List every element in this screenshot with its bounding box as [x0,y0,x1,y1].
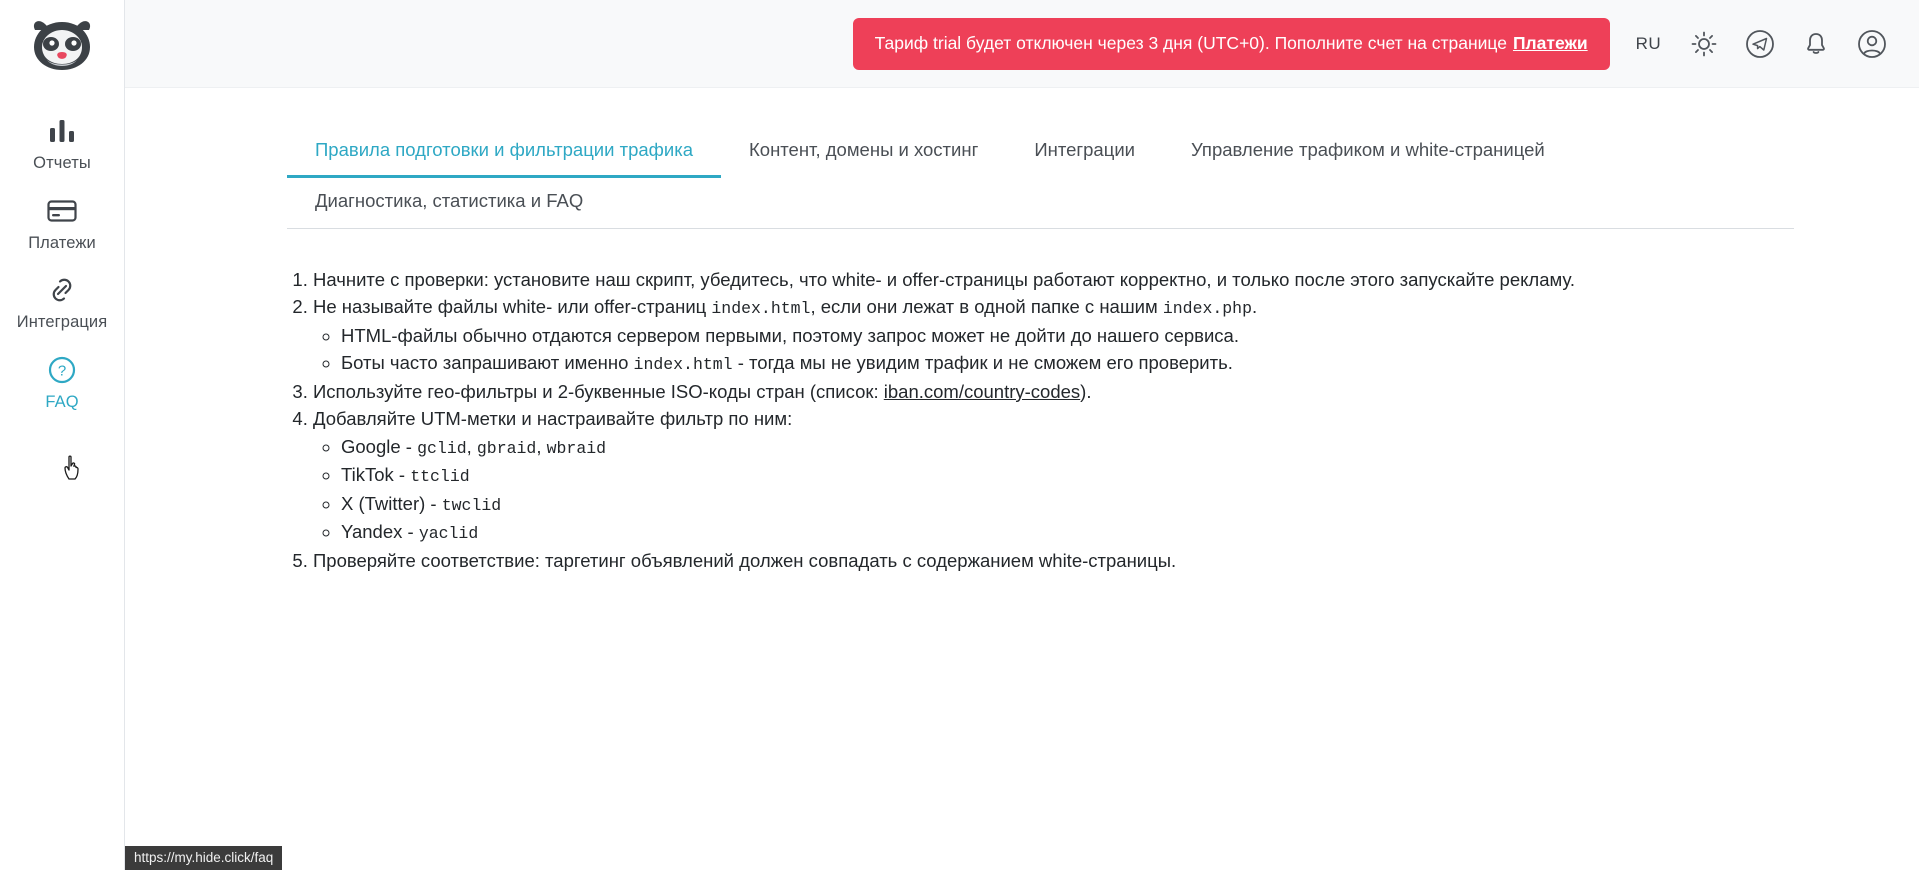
inline-code: index.html [711,299,811,319]
raccoon-logo-icon[interactable] [26,14,98,76]
credit-card-icon [45,194,79,228]
faq-sub-list-item: ◦ HTML-файлы обычно отдаются сервером первыми, поэтому запрос может не дойти до нашего сервиса. [341,323,1859,348]
faq-sub-list [313,434,1859,546]
sidebar-item-label: FAQ [45,392,79,411]
inline-code: gclid [417,438,467,458]
sidebar [0,0,125,870]
inline-code: twclid [441,495,502,515]
tab-label: Управление трафиком и white-страницей [1191,139,1545,160]
faq-sub-list-item: ◦ TikTok - ttclid [341,462,1859,489]
faq-sub-list-item: ◦ Боты часто запрашивают именно index.html - тогда мы не увидим трафик и не сможем его проверить. [341,350,1859,377]
question-circle-icon [45,353,79,387]
tab-item[interactable] [287,177,611,229]
faq-sub-list-item: ◦ X (Twitter) - twclid [341,491,1859,518]
theme-toggle-icon[interactable] [1687,27,1721,61]
link-icon [45,273,79,307]
sidebar-item-integration[interactable] [0,261,125,341]
status-bar-link-preview: https://my.hide.click/faq [125,846,282,870]
mouse-cursor-pointer [62,455,84,481]
faq-list-item: 5. Проверяйте соответствие: таргетинг объявлений должен совпадать с содержанием white-страницы. [313,548,1859,573]
inline-code: yaclid [418,524,479,544]
inline-code: gbraid [476,438,537,458]
inline-code: index.php [1162,299,1252,319]
faq-sub-list [313,323,1859,377]
sidebar-item-faq[interactable] [0,341,125,421]
faq-list-item: 1. Начните с проверки: установите наш скрипт, убедитесь, что white- и offer-страницы работают корректно, и только после этого запускайте рекламу. [313,267,1859,292]
sidebar-item-payments[interactable] [0,182,125,262]
tab-item[interactable] [1006,126,1163,178]
trial-expiry-banner [853,18,1610,70]
faq-content [125,88,1919,870]
notifications-bell-icon[interactable] [1799,27,1833,61]
main-area [125,0,1919,870]
faq-sub-list-item: ◦ Yandex - yaclid [341,519,1859,546]
inline-code: wbraid [546,438,607,458]
language-selector[interactable]: RU [1635,33,1661,53]
banner-text: Тариф trial будет отключен через 3 дня (UTC+0). Пополните счет на странице [874,33,1507,53]
tab-label: Интеграции [1034,139,1135,160]
tab-item[interactable] [721,126,1006,178]
faq-sub-list-item: ◦ Google - gclid, gbraid, wbraid [341,434,1859,461]
bar-chart-icon [45,114,79,148]
faq-tabs [287,126,1794,229]
tab-list [287,126,1794,228]
sidebar-item-label: Интеграция [16,313,108,331]
sidebar-item-label: Платежи [28,233,96,252]
top-bar [125,0,1919,88]
faq-list-item: 4. Добавляйте UTM-метки и настраивайте фильтр по ним: ◦ Google - gclid, gbraid, wbraid ◦ TikTok - ttclid ◦ X (Twitter) - twclid ◦ Yandex - yaclid [313,406,1859,546]
sidebar-item-label: Отчеты [33,154,91,172]
telegram-icon[interactable] [1743,27,1777,61]
faq-article [287,267,1859,573]
tab-label: Контент, домены и хостинг [749,139,979,160]
tab-label: Диагностика, статистика и FAQ [315,190,584,212]
svg-text:?: ? [57,362,67,379]
sidebar-item-reports[interactable] [0,102,125,182]
faq-list-item: 2. Не называйте файлы white- или offer-страниц index.html, если они лежат в одной папке с нашим index.php. ◦ HTML-файлы обычно отдаются сервером первыми, поэтому запрос может не дойти до нашего сервиса. ◦ Боты часто запрашивают именно index.html - тогда мы не увидим трафик и не сможем его проверить. [313,294,1859,377]
tab-item[interactable] [287,126,721,178]
faq-list-item: 3. Используйте гео-фильтры и 2-буквенные ISO-коды стран (список: iban.com/country-codes). [313,379,1859,404]
tab-item[interactable] [1163,126,1573,178]
faq-ordered-list [287,267,1859,573]
inline-code: index.html [633,355,733,375]
inline-link[interactable]: iban.com/country-codes [883,380,1081,402]
banner-payments-link[interactable]: Платежи [1512,33,1588,53]
user-account-icon[interactable] [1855,27,1889,61]
inline-code: ttclid [410,467,470,487]
tab-label: Правила подготовки и фильтрации трафика [315,139,693,160]
